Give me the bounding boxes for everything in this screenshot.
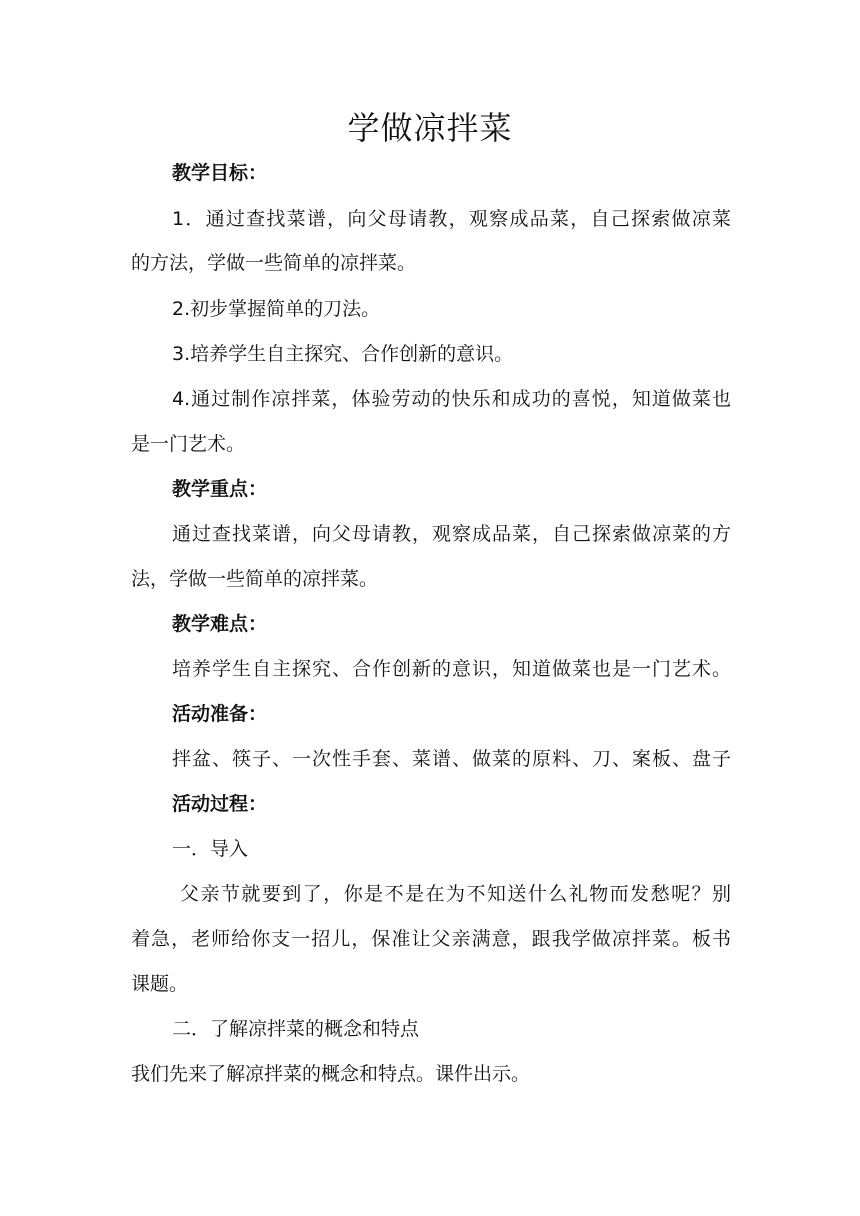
heading-preparation: 活动准备： (172, 703, 268, 725)
goal-3: 3.培养学生自主探究、合作创新的意识。 (172, 343, 514, 365)
section-2-text: 我们先来了解凉拌菜的概念和特点。课件出示。 (131, 1063, 531, 1085)
goal-1-line-1: 1．通过查找菜谱，向父母请教，观察成品菜，自己探索做凉菜 (172, 208, 731, 230)
heading-difficult-points: 教学难点： (172, 613, 268, 635)
goal-2: 2.初步掌握简单的刀法。 (172, 298, 381, 320)
preparation-text: 拌盆、筷子、一次性手套、菜谱、做菜的原料、刀、案板、盘子 (172, 748, 731, 770)
intro-line-1: 父亲节就要到了，你是不是在为不知送什么礼物而发愁呢？别 (180, 883, 731, 905)
heading-activity-process: 活动过程： (172, 793, 268, 815)
intro-line-2: 着急，老师给你支一招儿，保准让父亲满意，跟我学做凉拌菜。板书 (131, 928, 731, 950)
goal-4-line-2: 是一门艺术。 (131, 433, 246, 455)
intro-line-3: 课题。 (131, 973, 189, 995)
difficult-points-text: 培养学生自主探究、合作创新的意识，知道做菜也是一门艺术。 (172, 658, 731, 680)
goal-1-line-2: 的方法，学做一些简单的凉拌菜。 (131, 252, 417, 274)
heading-teaching-goals: 教学目标： (172, 162, 268, 184)
section-2-heading: 二．了解凉拌菜的概念和特点 (172, 1018, 420, 1040)
goal-4-line-1: 4.通过制作凉拌菜，体验劳动的快乐和成功的喜悦，知道做菜也 (172, 388, 731, 410)
key-points-line-2: 法，学做一些简单的凉拌菜。 (131, 568, 379, 590)
document-title: 学做凉拌菜 (347, 109, 513, 147)
heading-key-points: 教学重点： (172, 478, 268, 500)
section-1-heading: 一．导入 (172, 838, 249, 860)
key-points-line-1: 通过查找菜谱，向父母请教，观察成品菜，自己探索做凉菜的方 (172, 523, 731, 545)
